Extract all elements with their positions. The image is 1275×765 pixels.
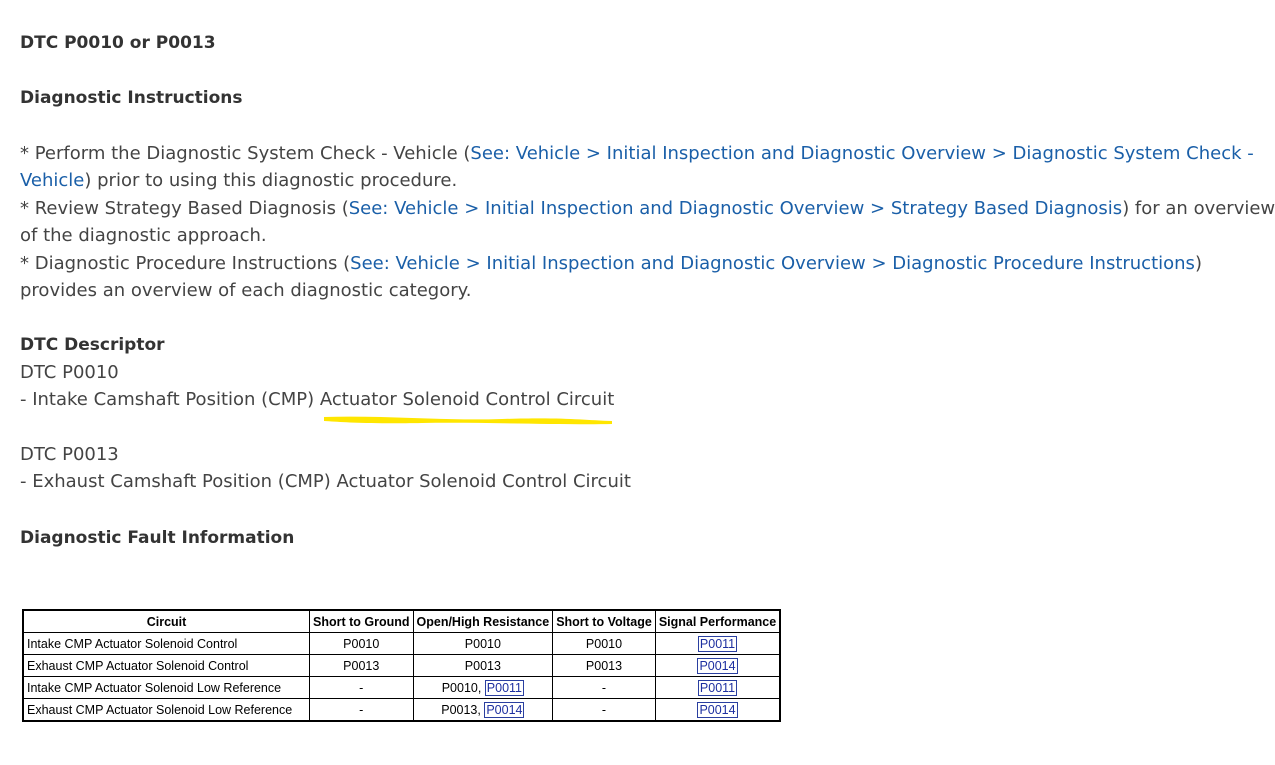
header-circuit: Circuit: [23, 610, 310, 633]
descriptor-p0010-highlighted: Actuator Solenoid Control Circuit: [319, 389, 615, 410]
cell-open: [413, 699, 553, 722]
header-open-resistance: Open/High Resistance: [413, 610, 553, 633]
fault-info-heading: Diagnostic Fault Information: [20, 528, 295, 548]
cell-signal: [655, 677, 780, 699]
cell-ground: P0013: [310, 655, 414, 677]
cell-open: P0010: [413, 633, 553, 655]
instruction-item-2: [20, 195, 1275, 249]
dtc-descriptor-heading: DTC Descriptor: [20, 335, 165, 355]
header-short-ground: Short to Ground: [310, 610, 414, 633]
diagnostic-instructions-heading: Diagnostic Instructions: [20, 88, 243, 108]
instruction-3-text: * Diagnostic Procedure Instructions (: [20, 253, 351, 274]
instruction-item-3: [20, 250, 1202, 304]
cell-signal: [655, 633, 780, 655]
instruction-3-suffix: ): [1194, 253, 1202, 274]
instruction-2-line2: of the diagnostic approach.: [20, 225, 267, 246]
cell-circuit: Intake CMP Actuator Solenoid Low Reference: [23, 677, 310, 699]
instruction-item-1: [20, 140, 1254, 194]
instruction-3-line2: provides an overview of each diagnostic category.: [20, 280, 472, 301]
cell-open: P0013: [413, 655, 553, 677]
descriptor-p0013-code: DTC P0013: [20, 444, 119, 465]
instruction-1-link[interactable]: See: Vehicle > Initial Inspection and Diagnostic Overview > Diagnostic System Check -: [470, 143, 1254, 164]
cell-signal: [655, 699, 780, 722]
instruction-1-link-cont[interactable]: Vehicle: [20, 170, 85, 191]
instruction-3-link[interactable]: See: Vehicle > Initial Inspection and Diagnostic Overview > Diagnostic Procedure Instructions: [350, 253, 1195, 274]
highlight-stroke: [324, 417, 612, 425]
cell-voltage: -: [553, 699, 656, 722]
code-link[interactable]: P0011: [699, 680, 736, 695]
descriptor-p0013-desc: - Exhaust Camshaft Position (CMP) Actuator Solenoid Control Circuit: [20, 471, 631, 492]
table-row: [23, 699, 780, 722]
cell-voltage: P0010: [553, 633, 656, 655]
cell-circuit: Intake CMP Actuator Solenoid Control: [23, 633, 310, 655]
code-link[interactable]: P0014: [699, 658, 736, 673]
descriptor-p0010: [20, 359, 614, 413]
cell-open-text: P0013,: [441, 702, 485, 717]
fault-table: [22, 609, 781, 722]
header-signal-performance: Signal Performance: [655, 610, 780, 633]
cell-ground: -: [310, 699, 414, 722]
table-header-row: [23, 610, 780, 633]
instruction-2-link[interactable]: See: Vehicle > Initial Inspection and Diagnostic Overview > Strategy Based Diagnosis: [348, 198, 1123, 219]
cell-ground: P0010: [310, 633, 414, 655]
code-link[interactable]: P0014: [486, 702, 523, 717]
code-link[interactable]: P0014: [699, 702, 736, 717]
highlighter-mark: [322, 413, 614, 425]
cell-circuit: Exhaust CMP Actuator Solenoid Control: [23, 655, 310, 677]
descriptor-p0013: [20, 441, 631, 495]
descriptor-p0010-code: DTC P0010: [20, 362, 119, 383]
instruction-2-suffix: ) for an overview: [1122, 198, 1275, 219]
table-row: [23, 633, 780, 655]
descriptor-p0010-prefix: - Intake Camshaft Position (CMP): [20, 389, 320, 410]
instruction-2-text: * Review Strategy Based Diagnosis (: [20, 198, 349, 219]
cell-circuit: Exhaust CMP Actuator Solenoid Low Reference: [23, 699, 310, 722]
cell-voltage: -: [553, 677, 656, 699]
header-short-voltage: Short to Voltage: [553, 610, 656, 633]
code-link[interactable]: P0011: [486, 680, 523, 695]
instruction-1-suffix: ) prior to using this diagnostic procedure.: [84, 170, 458, 191]
code-link[interactable]: P0011: [699, 636, 736, 651]
table-row: [23, 677, 780, 699]
cell-open: [413, 677, 553, 699]
cell-voltage: P0013: [553, 655, 656, 677]
cell-ground: -: [310, 677, 414, 699]
page-title: DTC P0010 or P0013: [20, 33, 216, 53]
table-row: [23, 655, 780, 677]
cell-open-text: P0010,: [441, 680, 485, 695]
cell-signal: [655, 655, 780, 677]
instruction-1-text: * Perform the Diagnostic System Check - Vehicle (: [20, 143, 471, 164]
